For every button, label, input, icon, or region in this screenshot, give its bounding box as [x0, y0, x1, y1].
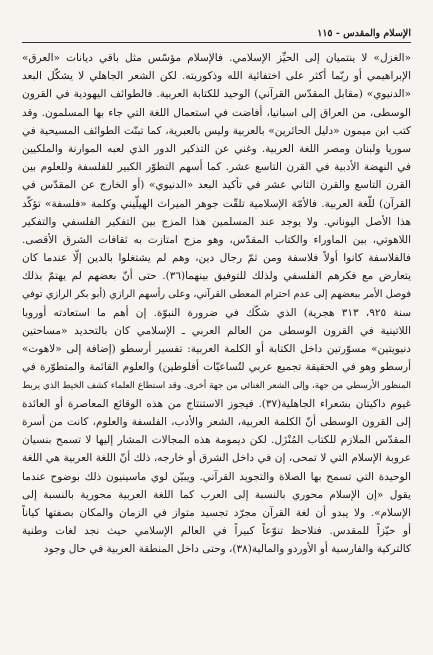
text-line: المقدّس الملازم للكتاب المُنْزَل. لكن ديمومة هذه المجالات المشار إليها لا تسمح بنسيان [22, 434, 411, 447]
text-line: أرسطو وهو في الحقيقة تجميع عربي لتُساعيّات أفلوطين) والعلوم القائمة والمتطوّرة في [22, 361, 411, 374]
text-line: الوسطى، من العراق إلى اسبانيا، أفاضت في استعمال اللغة التي جاء بها المسلمون. وقد [22, 106, 411, 119]
text-line: القرن التاسع والقرن الثاني عشر في تأكيد البعد «الدنيوي» (أو الخارج عن المقدّس في [22, 179, 411, 192]
text-line: غيوم داكيتان بشعراء الجاهلية(٣٧). فيجوز الاستنتاج من هذه الوقائع المعاصرة أو العائدة [22, 397, 411, 410]
text-line: القرآن) للّغة العربية. فالأمّة الإسلامية تلقّت جوهر الميراث الهيلّيني وكلمة «فلسفة» تؤكّد [22, 197, 411, 210]
text-line: هذا الأصل اليوناني. ولا يوجد عند المسلمين هذا المزج بين التفكير الفلسفي والتفكير [22, 215, 411, 228]
text-line: سنة ٩٢٥، ٣١٣ هجرية) الذي شكّك في ضرورة النبوّة. إن أهم ما استعادته أوروبا [22, 306, 411, 319]
text-line: الوحيدة التي تسمح بها الصلاة والتجويد القرآني. ويبيّن لوي ماسينيون ذلك بوضوح عندما [22, 470, 411, 483]
body-text [22, 49, 411, 559]
text-line: يقول «إن الإسلام محوري بالنسبة إلى العرب كما اللغة العربية محورية بالنسبة إلى [22, 488, 411, 501]
text-line: المنظور الأرسطي من جهة، وإلى الشعر الغنائي من جهة أخرى. وقد استطاع العلماء كشف الخيط الذي يربط [22, 380, 411, 391]
running-title [317, 28, 411, 39]
text-line: كتب ابن ميمون «دليل الحائرين» بالعربية وليس بالعبرية، كما تبنّت الطوائف المسيحية في [22, 124, 411, 137]
text-line: سوريا ولبنان ومصر اللغة العربية. وغني عن التذكير الدور الذي لعبه الموارنة والملكيين [22, 143, 411, 156]
text-line: عروبة الإسلام التي لا تمحى، إن في داخل الشرق أو خارجه، ذلك أنّ اللغة العربية هي اللغة [22, 452, 411, 465]
text-line: فوصل الأمر ببعضهم إلى عدم احترام المعطى القرآني، وعلى رأسهم الرازي (أبو بكر الرازي توفي [22, 288, 411, 300]
text-line: دنيويتين» مسوّرتين داخل الكتابة أو الكلمة العربية: تفسير أرسطو (إضافة إلى «لاهوت» [22, 343, 411, 356]
text-line: كالتركية والفارسية أو الأوردو والمالية(٣٨)، وحتى داخل المنطقة العربية في حال وجود [43, 543, 411, 556]
page-number: ١١٥ [317, 28, 333, 39]
text-line: في النهضة الأدبية في القرن التاسع عشر. كما أسهم التطوّر الكبير للفلسفة وللعلوم بين [22, 161, 411, 174]
text-line: «الغزل» لا ينتميان إلى الحيِّز الإسلامي. فالإسلام مؤسّس مثل باقي ديانات «العرق» [22, 52, 411, 64]
text-line: الإسلام». ولا يبدو أن لغة القرآن مجرّد تجسيد متواز في الزمان والمكان بصفتها كياناً [22, 507, 411, 520]
text-line: أو حيّزاً للمقدس. فنلاحظ تنوّعاً كبيراً في العالم الإسلامي حيث نجد لغات وطنية [22, 525, 411, 538]
header-separator: - [332, 28, 340, 39]
text-line: الإبراهيمي أو ربّما أكثر على اختفائية الله وذكوريته. لكن الشعر الجاهلي لا يشكّل البعد [22, 70, 411, 83]
text-line: اللاهوتي، بين الماوراء والكتاب المقدّس، وهو مزج امتازت به ثقافات الشرق الأقصى. [22, 234, 411, 247]
text-line: إلى القرون الوسطى أنّ الكلمة العربية، الشعر والأدب، الفلسفة والعلوم، كانت من أسرة [22, 416, 411, 429]
header-title: الإسلام والمقدس [343, 28, 411, 39]
running-header [22, 28, 411, 43]
text-line: اللاتينية في القرون الوسطى من العالم العربي ـ الإسلامي كان بالتحديد «مساحتين [22, 325, 411, 338]
text-line: فالفلاسفة كانوا أولاً فلاسفة ومن ثمّ رجال دين، وهم لم يشتغلوا بالدين إلّا عندما كان [22, 252, 411, 265]
text-line: يتعارض مع فكرهم الفلسفي ولذلك للتوفيق بينهما(٣٦). حتى أنّ بعضهم لم يهتمّ بذلك [22, 270, 411, 283]
text-line: «الدنيوي» (مقابل المقدّس القرآني) الوحيد للكتابة العربية. فالطوائف اليهودية في القرون [22, 88, 411, 101]
